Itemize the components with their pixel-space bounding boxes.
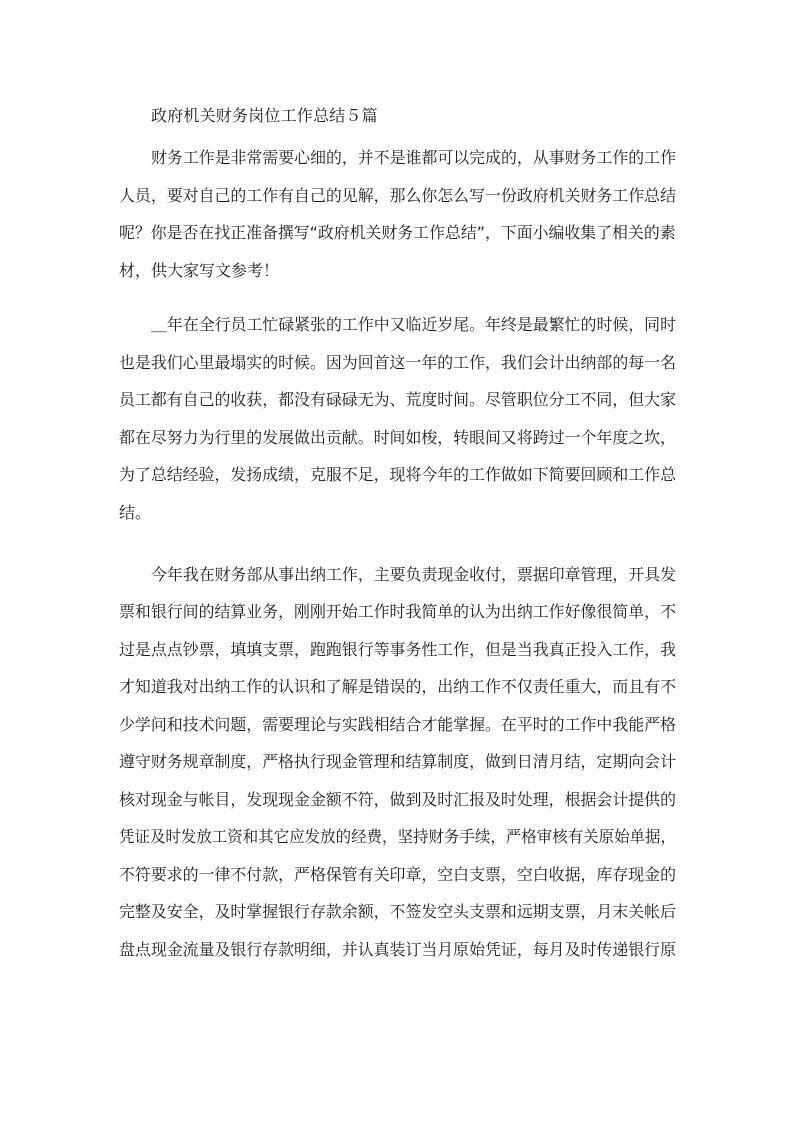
paragraph-2-line-3: 员工都有自己的收获，都没有碌碌无为、荒度时间。尽管职位分工不同，但大家 — [119, 390, 676, 409]
paragraph-3-line-4: 才知道我对出纳工作的认识和了解是错误的，出纳工作不仅责任重大，而且有不 — [119, 677, 676, 696]
paragraph-3-line-9: 不符要求的一律不付款，严格保管有关印章，空白支票，空白收据，库存现金的 — [119, 865, 676, 884]
paragraph-3-line-8: 凭证及时发放工资和其它应发放的经费，坚持财务手续，严格审核有关原始单据， — [119, 827, 677, 846]
paragraph-3-line-7: 核对现金与帐目，发现现金金额不符，做到及时汇报及时处理，根据会计提供的 — [119, 790, 676, 809]
paragraph-2-line-2: 也是我们心里最塌实的时候。因为回首这一年的工作，我们会计出纳部的每一名 — [119, 353, 676, 372]
paragraph-2-line-6: 结。 — [119, 503, 152, 522]
paragraph-2-line-1: ＿年在全行员工忙碌紧张的工作中又临近岁尾。年终是最繁忙的时候，同时 — [151, 315, 677, 334]
paragraph-3-line-10: 完整及安全，及时掌握银行存款余额，不签发空头支票和远期支票，月末关帐后 — [119, 902, 676, 921]
paragraph-3-line-2: 票和银行间的结算业务，刚刚开始工作时我简单的认为出纳工作好像很简单，不 — [119, 602, 676, 621]
paragraph-1-line-3: 呢？你是否在找正准备撰写“政府机关财务工作总结”，下面小编收集了相关的素 — [119, 223, 676, 242]
document-title: 政府机关财务岗位工作总结５篇 — [151, 106, 378, 125]
paragraph-1-line-2: 人员，要对自己的工作有自己的见解，那么你怎么写一份政府机关财务工作总结 — [119, 186, 676, 205]
paragraph-1-line-1: 财务工作是非常需要心细的，并不是谁都可以完成的，从事财务工作的工作 — [151, 148, 677, 167]
paragraph-2-line-5: 为了总结经验，发扬成绩，克服不足，现将今年的工作做如下简要回顾和工作总 — [119, 465, 676, 484]
paragraph-3-line-11: 盘点现金流量及银行存款明细，并认真装订当月原始凭证，每月及时传递银行原 — [119, 940, 676, 959]
paragraph-3-line-5: 少学问和技术问题，需要理论与实践相结合才能掌握。在平时的工作中我能严格 — [119, 715, 676, 734]
paragraph-3-line-6: 遵守财务规章制度，严格执行现金管理和结算制度，做到日清月结，定期向会计 — [119, 752, 676, 771]
paragraph-3-line-1: 今年我在财务部从事出纳工作，主要负责现金收付，票据印章管理，开具发 — [151, 565, 677, 584]
paragraph-2-line-4: 都在尽努力为行里的发展做出贡献。时间如梭，转眼间又将跨过一个年度之坎， — [119, 428, 676, 447]
paragraph-3-line-3: 过是点点钞票，填填支票，跑跑银行等事务性工作，但是当我真正投入工作，我 — [119, 640, 676, 659]
paragraph-1-line-4: 材，供大家写文参考！ — [119, 261, 280, 280]
